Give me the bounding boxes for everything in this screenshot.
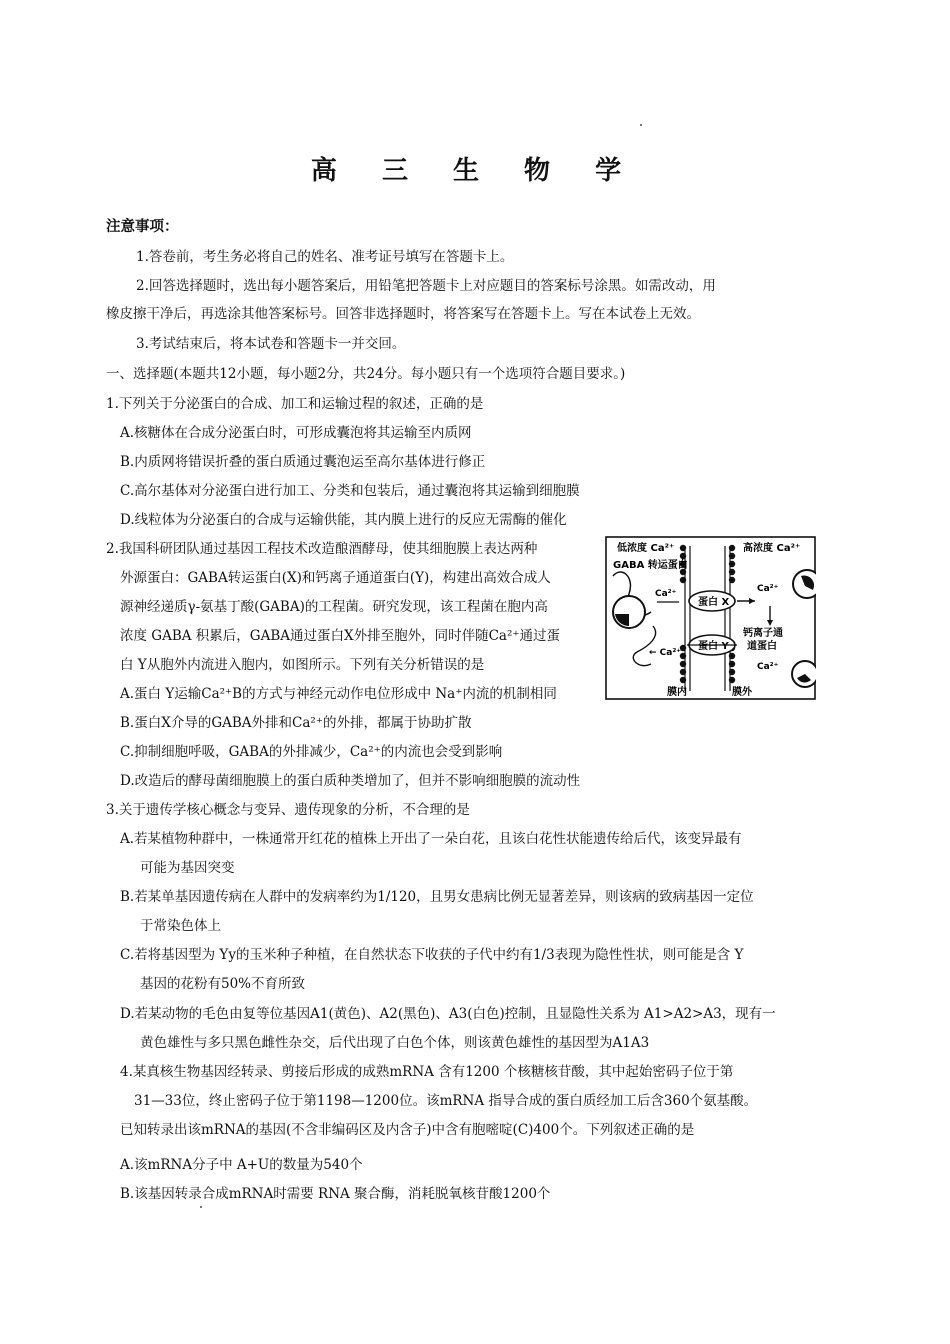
option-c-cont: 基因的花粉有50%不育所致	[140, 976, 306, 992]
option-b: B.蛋白X介导的GABA外排和Ca²⁺的外排，都属于协助扩散	[120, 715, 472, 731]
scan-speck	[200, 1206, 202, 1208]
vesicle-right-bottom	[792, 661, 816, 687]
page-title: 高 三 生 物 学	[310, 156, 640, 186]
label-channel-line1: 钙离子通	[743, 628, 783, 639]
option-d: D.线粒体为分泌蛋白的合成与运输供能，其内膜上进行的反应无需酶的催化	[120, 512, 567, 528]
option-d: D.改造后的酵母菌细胞膜上的蛋白质种类增加了，但并不影响细胞膜的流动性	[120, 773, 581, 789]
label-channel-line2: 道蛋白	[747, 641, 777, 652]
option-a-cont: 可能为基因突变	[140, 860, 235, 876]
label-gaba-transporter: GABA 转运蛋白	[613, 560, 688, 571]
question-stem: 外源蛋白：GABA转运蛋白(X)和钙离子通道蛋白(Y)，构建出高效合成人	[120, 570, 551, 586]
label-ca-bottom: Ca²⁺	[757, 662, 779, 672]
label-high-concentration: 高浓度 Ca²⁺	[743, 543, 801, 554]
label-outside: 膜外	[732, 687, 752, 698]
question-stem: 3.关于遗传学核心概念与变异、遗传现象的分析，不合理的是	[106, 802, 470, 818]
question-stem: 4.某真核生物基因经转录、剪接后形成的成熟mRNA 含有1200 个核糖核苷酸，其中起始密码子位于第	[120, 1064, 734, 1080]
label-protein-x: 蛋白 X	[698, 597, 730, 608]
question-stem: 31—33位，终止密码子位于第1198—1200位。该mRNA 指导合成的蛋白质经加工后含360个氨基酸。	[134, 1093, 758, 1109]
notice-item: 3.考试结束后，将本试卷和答题卡一并交回。	[136, 336, 406, 352]
notice-item: 橡皮擦干净后，再选涂其他答案标号。回答非选择题时，将答案写在答题卡上。写在本试卷上无效。	[106, 306, 700, 322]
label-ca-arrow: ← Ca²⁺	[649, 648, 682, 658]
question-stem: 白 Y从胞外内流进入胞内，如图所示。下列有关分析错误的是	[120, 657, 485, 673]
option-b: B.若某单基因遗传病在人群中的发病率约为1/120，且男女患病比例无显著差异，则该病的致病基因一定位	[120, 889, 754, 905]
question-stem: 已知转录出该mRNA的基因(不含非编码区及内含子)中含有胞嘧啶(C)400个。下列叙述正确的是	[120, 1122, 695, 1138]
section-heading: 一、选择题(本题共12小题，每小题2分，共24分。每小题只有一个选项符合题目要求。)	[106, 366, 626, 382]
label-inside: 膜内	[667, 687, 687, 698]
label-protein-y: 蛋白 Y	[698, 641, 729, 652]
question-stem: 1.下列关于分泌蛋白的合成、加工和运输过程的叙述，正确的是	[106, 396, 484, 412]
membrane-transport-figure	[605, 536, 816, 700]
option-a: A.核糖体在合成分泌蛋白时，可形成囊泡将其运输至内质网	[120, 425, 472, 441]
option-b-cont: 于常染色体上	[140, 918, 221, 934]
question-stem: 2.我国科研团队通过基因工程技术改造酿酒酵母，使其细胞膜上表达两种	[106, 541, 538, 557]
option-c: C.高尔基体对分泌蛋白进行加工、分类和包装后，通过囊泡将其运输到细胞膜	[120, 483, 580, 499]
option-d: D.若某动物的毛色由复等位基因A1(黄色)、A2(黑色)、A3(白色)控制，且显隐性关系为 A1>A2>A3，现有一	[120, 1006, 776, 1022]
option-c: C.若将基因型为 Yy的玉米种子种植，在自然状态下收获的子代中约有1/3表现为隐性性状，则可能是含 Y	[120, 947, 744, 963]
notice-item: 2.回答选择题时，选出每小题答案后，用铅笔把答题卡上对应题目的答案标号涂黑。如需改动，用	[136, 278, 716, 294]
question-stem: 源神经递质γ-氨基丁酸(GABA)的工程菌。研究发现，该工程菌在胞内高	[120, 599, 548, 615]
label-ca-right: Ca²⁺	[757, 584, 779, 594]
option-c: C.抑制细胞呼吸，GABA的外排减少，Ca²⁺的内流也会受到影响	[120, 744, 503, 760]
option-d-cont: 黄色雄性与多只黑色雌性杂交，后代出现了白色个体，则该黄色雄性的基因型为A1A3	[140, 1035, 650, 1051]
label-low-concentration: 低浓度 Ca²⁺	[617, 543, 675, 554]
option-a: A.蛋白 Y运输Ca²⁺B的方式与神经元动作电位形成中 Na⁺内流的机制相同	[120, 686, 557, 702]
option-b: B.内质网将错误折叠的蛋白质通过囊泡运至高尔基体进行修正	[120, 454, 486, 470]
option-a: A.该mRNA分子中 A+U的数量为540个	[120, 1157, 363, 1173]
notice-heading: 注意事项：	[106, 219, 179, 235]
option-b: B.该基因转录合成mRNA时需要 RNA 聚合酶，消耗脱氧核苷酸1200个	[120, 1186, 551, 1202]
scan-speck	[640, 124, 642, 126]
notice-item: 1.答卷前，考生务必将自己的姓名、准考证号填写在答题卡上。	[136, 249, 514, 265]
option-a: A.若某植物种群中，一株通常开红花的植株上开出了一朵白花，且该白花性状能遗传给后代，该变异最有	[120, 831, 742, 847]
question-stem: 浓度 GABA 积累后，GABA通过蛋白X外排至胞外，同时伴随Ca²⁺通过蛋	[120, 628, 561, 644]
label-ca-left: Ca²⁺	[655, 589, 677, 599]
